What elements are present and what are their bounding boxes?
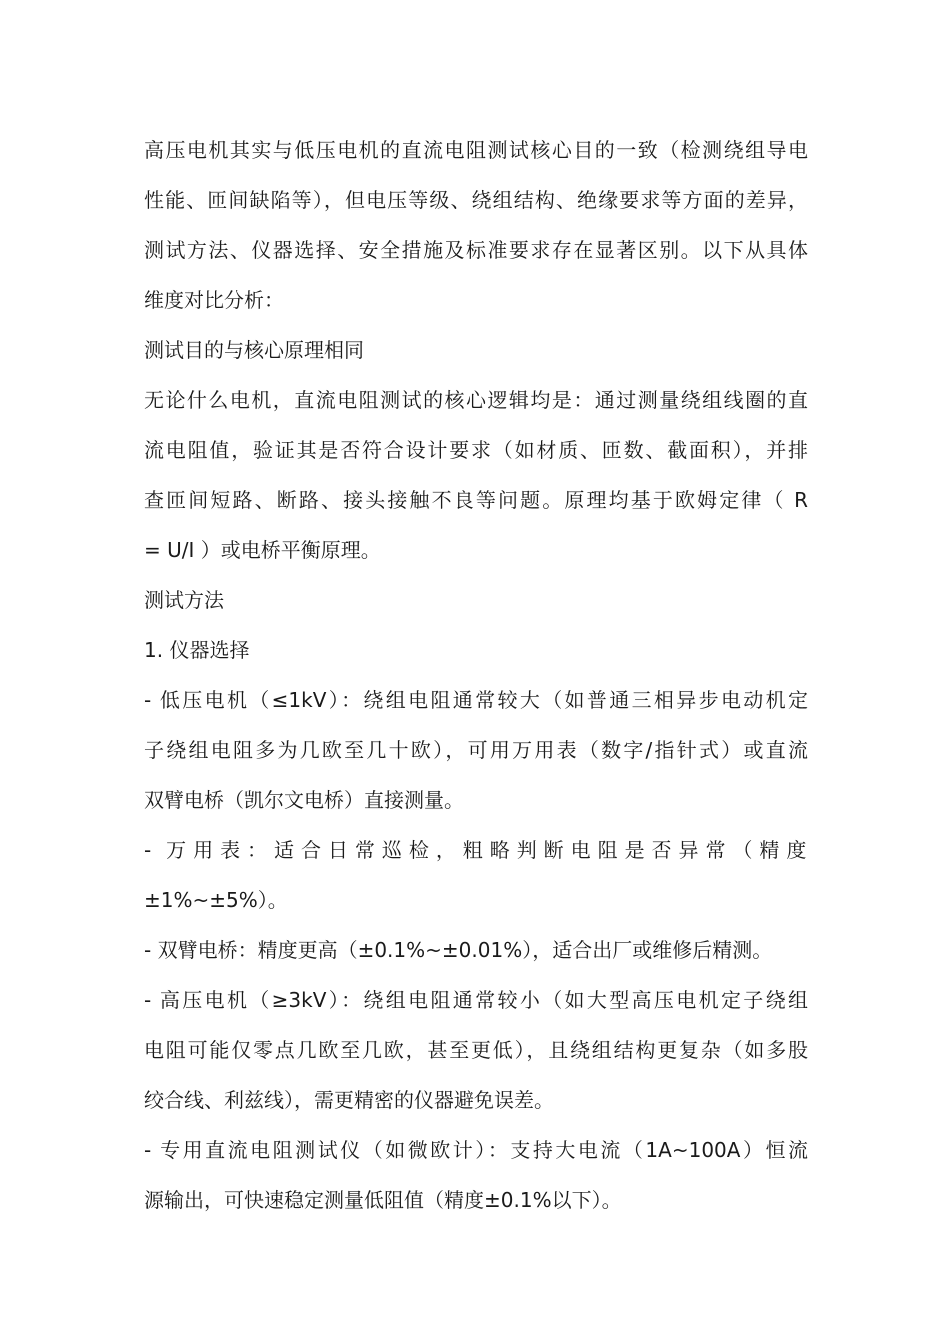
section-heading: 测试目的与核心原理相同 [144,338,364,362]
list-item-line: 双臂电桥（凯尔文电桥）直接测量。 [144,788,464,812]
list-item-line: 子绕组电阻多为几欧至几十欧），可用万用表（数字/指针式）或直流 [144,738,808,762]
subsection-heading: 1. 仪器选择 [144,638,250,662]
sub-list-item-line: - 双臂电桥：精度更高（±0.1%~±0.01%），适合出厂或维修后精测。 [144,938,773,962]
section-heading: 测试方法 [144,588,224,612]
paragraph-line: = U/I ）或电桥平衡原理。 [144,538,381,562]
list-item-line: - 低压电机（≤1kV）：绕组电阻通常较大（如普通三相异步电动机定 [144,688,808,712]
list-item-line: 电阻可能仅零点几欧至几欧，甚至更低），且绕组结构更复杂（如多股 [144,1038,808,1062]
paragraph-line: 性能、匝间缺陷等），但电压等级、绕组结构、绝缘要求等方面的差异， [144,188,808,212]
sub-list-item-line: 源输出，可快速稳定测量低阻值（精度±0.1%以下）。 [144,1188,622,1212]
list-item-line: - 高压电机（≥3kV）：绕组电阻通常较小（如大型高压电机定子绕组 [144,988,808,1012]
paragraph-line: 高压电机其实与低压电机的直流电阻测试核心目的一致（检测绕组导电 [144,138,808,162]
sub-list-item-line: ±1%~±5%）。 [144,888,288,912]
paragraph-line: 流电阻值，验证其是否符合设计要求（如材质、匝数、截面积），并排 [144,438,808,462]
list-item-line: 绞合线、利兹线），需更精密的仪器避免误差。 [144,1088,554,1112]
paragraph-line: 测试方法、仪器选择、安全措施及标准要求存在显著区别。以下从具体 [144,238,808,262]
paragraph-line: 无论什么电机，直流电阻测试的核心逻辑均是：通过测量绕组线圈的直 [144,388,808,412]
paragraph-line: 维度对比分析： [144,288,284,312]
sub-list-item-line: - 专用直流电阻测试仪（如微欧计）：支持大电流（1A~100A）恒流 [144,1138,808,1162]
paragraph-line: 查匝间短路、断路、接头接触不良等问题。原理均基于欧姆定律（ R [144,488,808,512]
sub-list-item-line: - 万用表：适合日常巡检，粗略判断电阻是否异常（精度 [144,838,808,862]
